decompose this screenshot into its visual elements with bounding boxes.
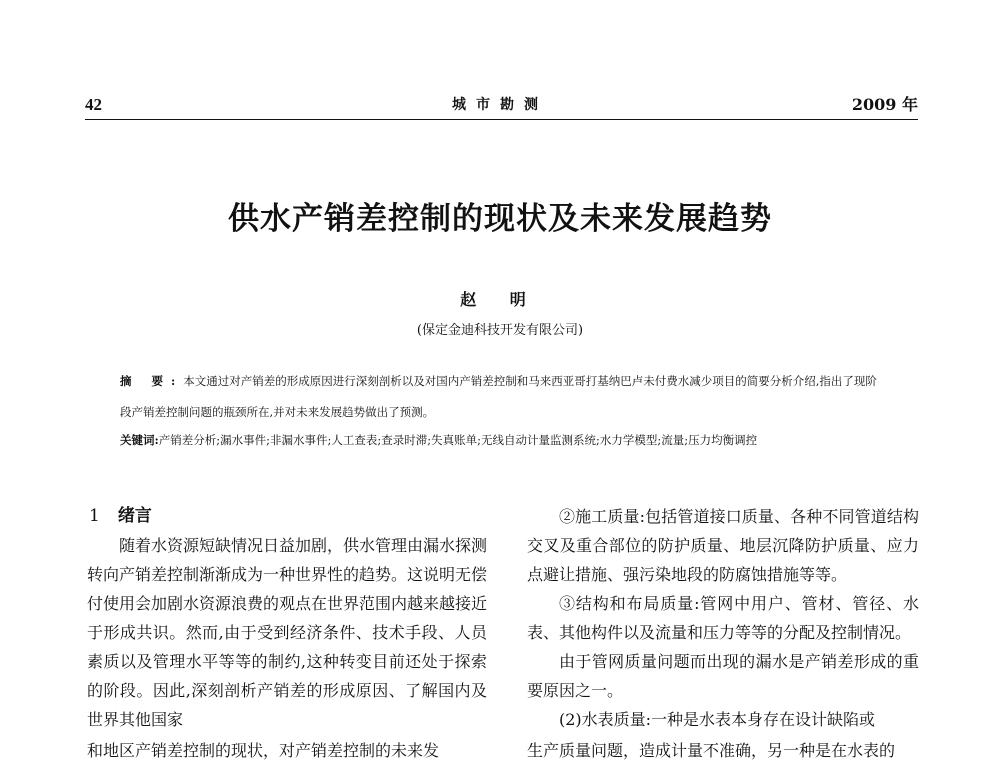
left-clipped-line: 和地区产销差控制的现状，对产销差控制的未来发 — [87, 741, 440, 760]
left-column — [87, 502, 487, 734]
article-title: 供水产销差控制的现状及未来发展趋势 — [228, 201, 772, 237]
issue-year: 2009 年 — [851, 95, 918, 114]
item-construction-quality: ②施工质量:包括管道接口质量、各种不同管道结构交叉及重合部位的防护质量、地层沉降防护质量、应力点避让措施、强污染地段的防腐蚀措施等等。 — [527, 507, 919, 584]
abstract-text: 本文通过对产销差的形成原因进行深刻剖析以及对国内产销差控制和马来西亚哥打基纳巴卢未付费水减少项目的简要分析介绍,指出了现阶段产销差控制问题的瓶颈所在,并对未来发展趋势做出了预测。 — [120, 374, 877, 419]
clipped-bottom-lines — [0, 736, 1000, 760]
page-number: 42 — [85, 95, 102, 114]
abstract-label: 摘 要: — [120, 374, 184, 388]
item-structure-quality: ③结构和布局质量:管网中用户、管材、管径、水表、其他构件以及流量和压力等等的分配及控制情况。 — [527, 594, 919, 642]
right-clipped-line: 生产质量问题，造成计量不准确，另一种是在水表的 — [527, 741, 896, 760]
keywords-text: 产销差分析;漏水事件;非漏水事件;人工查表;查录时滞;失真账单;无线自动计量监测系统;水力学模型;流量;压力均衡调控 — [158, 433, 758, 447]
author: 赵 明 — [460, 290, 540, 309]
keywords-label: 关键词: — [120, 433, 159, 447]
section-title: 绪言 — [117, 506, 152, 526]
right-column — [527, 502, 919, 734]
meter-quality-paragraph: (2)水表质量:一种是水表本身存在设计缺陷或 — [559, 710, 876, 729]
section-heading — [87, 502, 487, 531]
section-number: 1 — [89, 506, 100, 526]
keywords — [120, 426, 880, 454]
leak-cause-paragraph: 由于管网质量问题而出现的漏水是产销差形成的重要原因之一。 — [527, 652, 919, 700]
abstract — [120, 366, 880, 428]
affiliation: (保定金迪科技开发有限公司) — [416, 323, 584, 338]
journal-name: 城市勘测 — [452, 97, 548, 113]
intro-paragraph: 随着水资源短缺情况日益加剧，供水管理由漏水探测转向产销差控制渐渐成为一种世界性的趋势。这说明无偿付使用会加剧水资源浪费的观点在世界范围内越来越接近于形成共识。然而,由于受到经济条件、技术手段、人员素质以及管理水平等等的制约,这种转变目前还处于探索的阶段。因此,深刻剖析产销差的形成原因、了解国内及世界其他国家 — [87, 536, 488, 729]
header-rule — [85, 119, 918, 120]
